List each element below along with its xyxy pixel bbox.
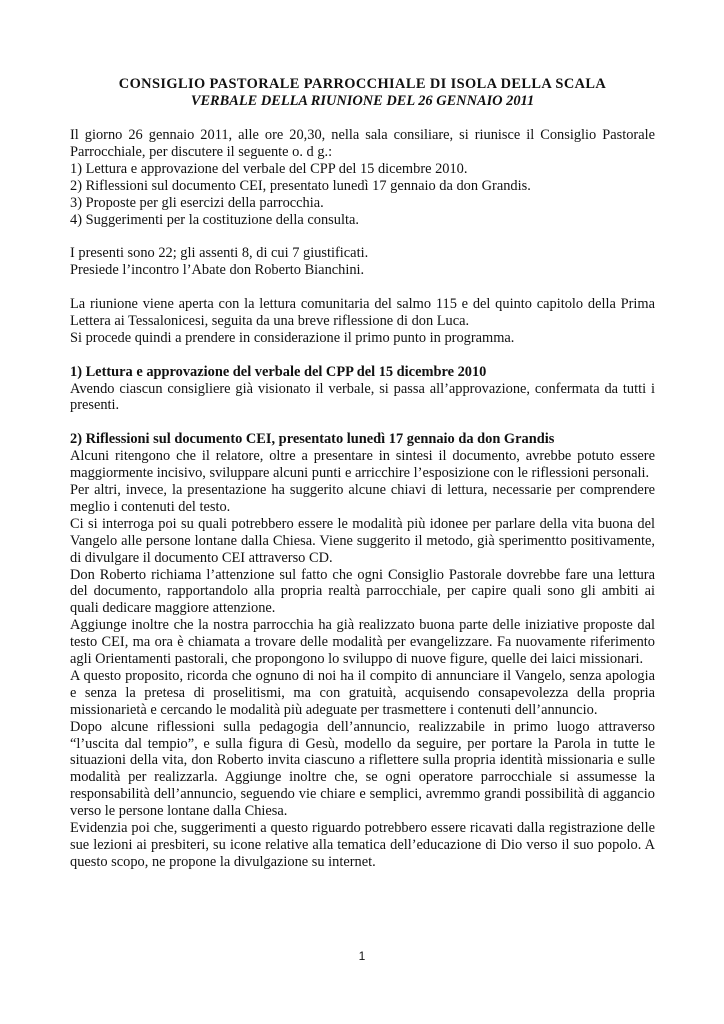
- opening-reading-paragraph: La riunione viene aperta con la lettura comunitaria del salmo 115 e del quinto capitolo della Prima Lettera ai Tessalonicesi, seguita da una breve riflessione di don Luca.: [70, 296, 655, 329]
- agenda-item: 2) Riflessioni sul documento CEI, presentato lunedì 17 gennaio da don Grandis.: [70, 177, 531, 194]
- section-2-paragraph: Don Roberto richiama l’attenzione sul fatto che ogni Consiglio Pastorale dovrebbe fare una lettura del documento, rapportandolo alla propria realtà parrocchiale, per capire quali sono gli ambiti ai quali dedicare maggiore attenzione.: [70, 566, 655, 617]
- page-number: 1: [358, 949, 366, 963]
- section-2-paragraph: Evidenzia poi che, suggerimenti a questo riguardo potrebbero essere ricavati dalla registrazione delle sue lezioni ai presbiteri, su icone relative alla tematica dell’educazione di Dio verso il suo popolo. A questo scopo, ne propone la divulgazione su internet.: [70, 820, 655, 870]
- section-2-paragraph: A questo proposito, ricorda che ognuno di noi ha il compito di annunciare il Vangelo, senza apologia e senza la pretesa di proselitismi, ma con gratuità, acquisendo consapevolezza della propria missionarietà e cercando le modalità più adeguate per trasmettere i contenuti dell’annuncio.: [70, 667, 655, 718]
- section-2-paragraph: Aggiunge inoltre che la nostra parrocchia ha già realizzato buona parte delle iniziative proposte dal testo CEI, ma ora è chiamata a trovare delle modalità per evangelizzare. Fa nuovamente riferimento agli Orientamenti pastorali, che propongono lo sviluppo di nuove figure, quelle dei laici missionari.: [70, 617, 655, 668]
- section-1-heading: 1) Lettura e approvazione del verbale del CPP del 15 dicembre 2010: [70, 363, 487, 380]
- section-1-paragraph: Avendo ciascun consigliere già visionato il verbale, si passa all’approvazione, confermata da tutti i presenti.: [70, 380, 655, 414]
- section-2-heading: 2) Riflessioni sul documento CEI, presentato lunedì 17 gennaio da don Grandis: [70, 431, 555, 448]
- agenda-item: 1) Lettura e approvazione del verbale del CPP del 15 dicembre 2010.: [70, 160, 468, 177]
- attendance-present: I presenti sono 22; gli assenti 8, di cui 7 giustificati.: [70, 245, 369, 262]
- section-2-paragraph: Alcuni ritengono che il relatore, oltre a presentare in sintesi il documento, avrebbe potuto essere maggiormente incisivo, sviluppare alcuni punti e arricchire l’esposizione con le riflessioni personali.: [70, 448, 655, 482]
- attendance-chair: Presiede l’incontro l’Abate don Roberto Bianchini.: [70, 262, 365, 279]
- agenda-item: 3) Proposte per gli esercizi della parrocchia.: [70, 194, 324, 211]
- document-title: CONSIGLIO PASTORALE PARROCCHIALE DI ISOLA DELLA SCALA: [118, 76, 607, 92]
- opening-next-paragraph: Si procede quindi a prendere in considerazione il primo punto in programma.: [70, 329, 515, 346]
- document-page: [70, 76, 655, 871]
- section-2-paragraph: Ci si interroga poi su quali potrebbero essere le modalità più idonee per parlare della vita buona del Vangelo alle persone lontane dalla Chiesa. Viene suggerito il metodo, già sperimentto positivamente, di divulgare il documento CEI attraverso CD.: [70, 515, 655, 566]
- section-2-paragraph: Dopo alcune riflessioni sulla pedagogia dell’annuncio, realizzabile in primo luogo attraverso “l’uscita dal tempio”, e sulla figura di Gesù, modello da seguire, per portare la Parola in tutte le situazioni della vita, don Roberto invita ciascuno a riflettere sulla propria identità missionaria e sulle modalità per realizzarla. Aggiunge inoltre che, se ogni operatore parrocchiale si assumesse la responsabilità dell’annuncio, seguendo vie chiare e semplici, avremmo grandi possibilità di aggancio verso le persone lontane dalla Chiesa.: [70, 718, 655, 820]
- intro-paragraph: Il giorno 26 gennaio 2011, alle ore 20,30, nella sala consiliare, si riunisce il Consiglio Pastorale Parrocchiale, per discutere il seguente o. d g.:: [70, 127, 655, 160]
- section-2-paragraph: Per altri, invece, la presentazione ha suggerito alcune chiavi di lettura, necessarie per comprendere meglio i contenuti del testo.: [70, 481, 655, 515]
- document-subtitle: VERBALE DELLA RIUNIONE DEL 26 GENNAIO 2011: [190, 93, 535, 109]
- agenda-item: 4) Suggerimenti per la costituzione della consulta.: [70, 211, 359, 228]
